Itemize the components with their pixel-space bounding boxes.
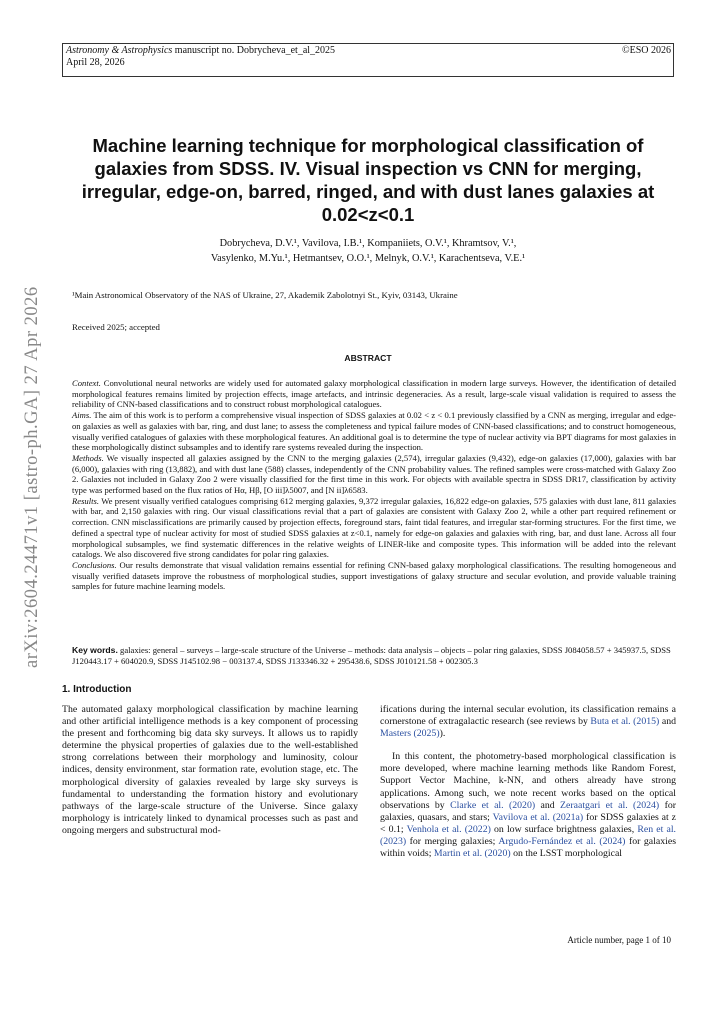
conclusions-text: Our results demonstrate that visual validation remains essential for refining CNN-based galaxy morphological classifications. The resulting homogeneous and visually verified datasets improve the robustness of morphological studies, support investigations of galaxy structure and secular evolution, and provide valuable training samples for future machine learning models.: [72, 559, 676, 592]
text-run: In this content, the photometry-based morphological classification is more developed, where machine learning methods like Random Forest, Support Vector Machine, k-NN, and others already have strong applications. Among such, we note recent works based on the optical observations by: [380, 751, 676, 811]
methods-label: Methods.: [72, 452, 104, 463]
text-run: for merging galaxies;: [406, 835, 499, 847]
arxiv-stamp[interactable]: arXiv:2604.24471v1 [astro-ph.GA] 27 Apr 2026: [22, 286, 42, 668]
running-header: [66, 45, 335, 69]
context-label: Context.: [72, 378, 101, 388]
journal-name: Astronomy & Astrophysics: [66, 45, 173, 56]
abstract-heading: ABSTRACT: [344, 353, 392, 363]
paper-title: Machine learning technique for morphological classification of galaxies from SDSS. IV. Visual inspection vs CNN for merging, irregular, edge-on, barred, ringed, and with dust lanes galaxies at 0.02<z<0.1: [81, 135, 655, 225]
section-heading: 1. Introduction: [62, 684, 132, 695]
citation-link[interactable]: Zeraatgari et al. (2024): [560, 799, 660, 811]
abstract-results: [72, 496, 676, 560]
copyright: ©ESO 2026: [622, 45, 671, 56]
text-run: ).: [439, 728, 446, 740]
citation-link[interactable]: Vavilova et al. (2021a): [492, 811, 584, 823]
keywords: [72, 645, 676, 666]
abstract: [72, 378, 676, 592]
context-text: Convolutional neural networks are widely used for automated galaxy morphological classification in modern large surveys. However, the identification of detailed morphological features remains limited by projection effects, image artefacts, and intrinsic degeneracies. As a result, large-scale visual validation is required to assess the reliability of CNN-based classifications and to construct robust morphological catalogues.: [72, 378, 676, 410]
aims-text: The aim of this work is to perform a comprehensive visual inspection of SDSS galaxies at 0.02 < z < 0.1 previously classified by a CNN as merging, irregular and edge-on galaxies as well as galaxies with bar, ring, and dust lane; to assess the completeness and typical failure modes of CNN-based classifications; and to construct homogeneous, visually verified catalogues of galaxies with these morphological features. An additional goal is to determine the type of nuclear activity via BPT diagrams for most galaxies in these morphologically distinct subsamples and to identify rare systems revealed during the inspection.: [72, 410, 676, 453]
text-column-left: [62, 704, 358, 837]
page-footer: Article number, page 1 of 10: [567, 935, 671, 945]
manuscript-id: manuscript no. Dobrycheva_et_al_2025: [174, 45, 336, 56]
citation-link[interactable]: Martin et al. (2020): [433, 848, 511, 860]
abstract-aims: [72, 410, 676, 453]
citation-link[interactable]: Buta et al. (2015): [590, 716, 660, 728]
abstract-methods: [72, 453, 676, 496]
citation-link[interactable]: Argudo-Fernández et al. (2024): [498, 835, 626, 847]
aims-label: Aims.: [72, 410, 92, 421]
citation-link[interactable]: Clarke et al. (2020): [450, 799, 536, 811]
author-list: [62, 236, 674, 266]
text-run: ifications during the internal secular evolution, its classification remains a cornerstone of extragalactic research (see reviews by: [380, 704, 676, 728]
citation-link[interactable]: Ren et al. (2023): [380, 823, 676, 847]
methods-text: We visually inspected all galaxies assigned by the CNN to the merging galaxies (2,574), irregular galaxies (9,432), edge-on galaxies (17,000), galaxies with bar (6,000), galaxies with ring (13,882), and with dust lane (588) classes, independently of the CNN probability values. The refined samples were cross-matched with Galaxy Zoo 2. Galaxies not included in Galaxy Zoo 2 were visually classified for the first time in this work. For objects with available spectra in SDSS DR17, classification by activity type was performed based on the flux ratios of Hα, Hβ, [O iii]λ5007, and [N ii]λ6583.: [72, 452, 676, 496]
paragraph: The automated galaxy morphological classification by machine learning and other artificial intelligence methods is a key component of processing the present and forthcoming big data sky surveys. It allows us to rapidly determine the physical properties of galaxies due to the well-established strong correlations between their morphology and luminosity, colour indices, density environment, star formation rate, evolution stage, etc. The morphological diversity of galaxies revealed by large sky surveys is fundamental to understanding the formation history and evolutionary pathways of the large-scale structure of the Universe. Since galaxy morphology is intricately linked to dynamical processes such as past and ongoing mergers and substructural mod-: [62, 704, 358, 836]
keywords-label: Key words.: [72, 645, 118, 655]
abstract-conclusions: [72, 560, 676, 592]
paragraph: [380, 704, 676, 740]
results-text: We present visually verified catalogues comprising 612 merging galaxies, 9,372 irregular galaxies, 16,822 edge-on galaxies, 575 galaxies with dust lane, 811 galaxies with bar, and 2,150 galaxies with ring. Our visual classifications revial that a part of galaxies are consistent with Galaxy Zoo 2, while a other part required refinement or correction. CNN misclassifications are primarily caused by projection effects, foreground stars, faint tidal features, and irregular star-forming structures. For the first time, we defined a spectral type of nuclear activity for most of studied SDSS galaxies at z<0.1, namely for edge-on galaxies and galaxies with ring, bar, and dust lane. Across all four morphological subsamples, we find systematic differences in the relative weights of LINER-like and composite types. This information will be added into the relevant catalogs. We also discovered five strong candidates for polar ring galaxies.: [72, 495, 676, 560]
text-column-right: [380, 704, 676, 860]
citation-link[interactable]: Venhola et al. (2022): [406, 823, 491, 835]
authors-line: Dobrycheva, D.V.¹, Vavilova, I.B.¹, Kompaniiets, O.V.¹, Khramtsov, V.¹,: [219, 238, 517, 249]
text-run: for galaxies, quasars, and stars;: [380, 799, 677, 823]
text-run: on the LSST morphological: [510, 848, 623, 860]
received-date: Received 2025; accepted: [72, 322, 160, 332]
citation-link[interactable]: Masters (2025): [380, 728, 440, 740]
keywords-text: galaxies: general – surveys – large-scale structure of the Universe – methods: data analysis – objects – polar ring galaxies, SDSS J084058.57 + 345937.5, SDSS J120443.17 + 604020.9, SDSS J145102.98 − 003137.4, SDSS J133346.32 + 295438.6, SDSS J010121.58 + 002305.3: [72, 645, 671, 666]
abstract-context: [72, 378, 676, 410]
text-run: on low surface brightness galaxies,: [490, 823, 638, 835]
paragraph: [380, 751, 676, 860]
text-run: for SDSS galaxies at z < 0.1;: [380, 811, 676, 835]
text-run: for galaxies within voids;: [380, 835, 677, 860]
results-label: Results.: [72, 495, 99, 506]
manuscript-date: April 28, 2026: [66, 57, 125, 68]
text-run: and: [535, 799, 561, 811]
conclusions-label: Conclusions.: [72, 559, 117, 570]
affiliation: ¹Main Astronomical Observatory of the NAS of Ukraine, 27, Akademik Zabolotnyi St., Kyiv, 03143, Ukraine: [72, 290, 458, 300]
authors-line: Vasylenko, M.Yu.¹, Hetmantsev, O.O.¹, Melnyk, O.V.¹, Karachentseva, V.E.¹: [210, 253, 526, 264]
text-run: and: [659, 716, 676, 728]
